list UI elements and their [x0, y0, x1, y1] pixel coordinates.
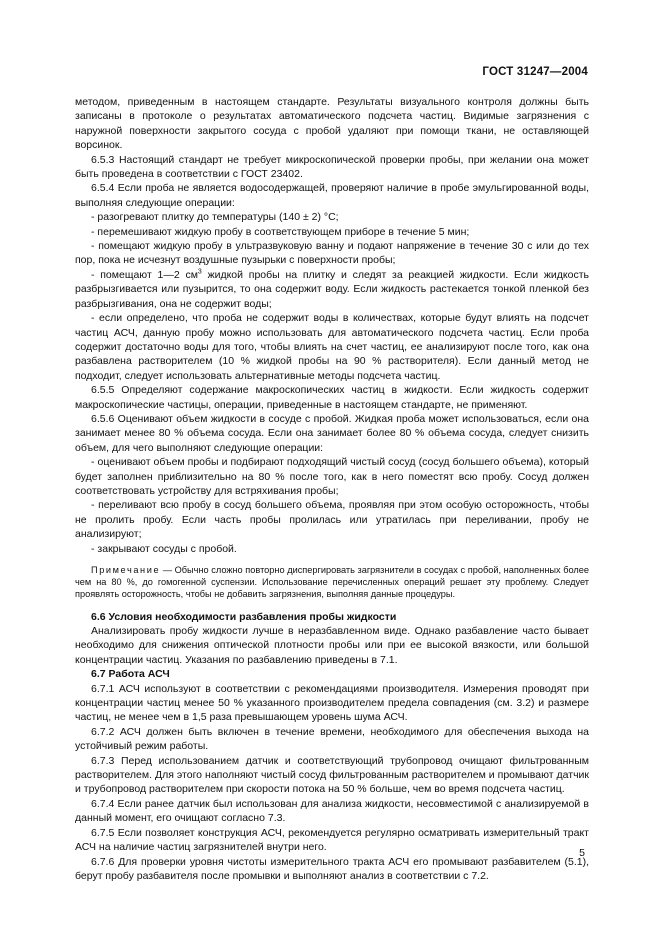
- paragraph-6-7-1: 6.7.1 АСЧ используют в соответствии с рекомендациями производителя. Измерения проводят при концентрации частиц менее 50 % указанного производителем предела совпадения (см. 3.2) и размере частиц, не менее чем в 1,5 раза превышающем уровень шума АСЧ.: [75, 682, 589, 724]
- document-body: [75, 95, 589, 883]
- list-item-place-sample: [75, 268, 589, 311]
- document-code-header: ГОСТ 31247—2004: [482, 66, 588, 78]
- paragraph-6-5-5: 6.5.5 Определяют содержание макроскопических частиц в жидкости. Если жидкость содержит макроскопические частицы, операции, приведенные в настоящем стандарте, не применяют.: [75, 384, 589, 411]
- paragraph-6-5-3: 6.5.3 Настоящий стандарт не требует микроскопической проверки пробы, при желании она может быть проведена в соответствии с ГОСТ 23402.: [75, 153, 589, 181]
- paragraph-continuation: методом, приведенным в настоящем стандарте. Результаты визуального контроля должны быть записаны в протоколе о результатах автоматического подсчета частиц. Видимые загрязнения с наружной поверхности закрытого сосуда с пробой удаляют при помощи ткани, не оставляющей ворсинок.: [75, 96, 589, 152]
- section-6-6-heading: 6.6 Условия необходимости разбавления пробы жидкости: [91, 610, 397, 623]
- section-6-6-text: Анализировать пробу жидкости лучше в неразбавленном виде. Однако разбавление часто бывает необходимо для снижения оптической плотности пробы или при ее высокой вязкости, или большой концентрации частиц. Указания по разбавлению приведены в 7.1.: [75, 625, 589, 666]
- list-item-close-vessels: - закрывают сосуды с пробой.: [91, 542, 237, 555]
- list-item-estimate-volume: - оценивают объем пробы и подбирают подходящий чистый сосуд (сосуд большего объема), который будет заполнен приблизительно на 80 % после того, как в него поместят всю пробу. Сосуд должен соответствовать устройству для встряхивания пробы;: [75, 456, 589, 497]
- paragraph-6-7-5: 6.7.5 Если позволяет конструкция АСЧ, рекомендуется регулярно осматривать измерительный тракт АСЧ на наличие частиц загрязнителей внутри него.: [75, 826, 589, 854]
- paragraph-6-7-6: 6.7.6 Для проверки уровня чистоты измерительного тракта АСЧ его промывают разбавителем (5.1), берут пробу разбавителя после промывки и выполняют анализ в соответствии с 7.2.: [75, 855, 589, 882]
- note-label: Примечание: [91, 565, 161, 575]
- list-item-mix-sample: - перемешивают жидкую пробу в соответствующем приборе в течение 5 мин;: [91, 225, 470, 238]
- page-number: 5: [579, 847, 585, 859]
- list-item-pour-sample: - переливают всю пробу в сосуд большего объема, проявляя при этом особую осторожность, чтобы не пролить пробу. Если часть пробы пролилась или утратилась при переливании, пробу не анализируют;: [75, 499, 589, 541]
- paragraph-6-7-3: 6.7.3 Перед использованием датчик и соответствующий трубопровод очищают фильтрованным растворителем. Для этого наполняют чистый сосуд фильтрованным растворителем и промывают датчик и трубопровод растворителем при скорости потока на 50 % больше, чем во время подсчета частиц.: [75, 754, 589, 796]
- note-block: [75, 564, 589, 601]
- paragraph-6-5-6: 6.5.6 Оценивают объем жидкости в сосуде с пробой. Жидкая проба может использоваться, если она занимает менее 80 % объема сосуда. Если она занимает более 80 % объема сосуда, следует снизить объем, для чего выполняют следующие операции:: [75, 412, 589, 454]
- paragraph-6-7-4: 6.7.4 Если ранее датчик был использован для анализа жидкости, несовместимой с анализируемой в данный момент, его очищают согласно 7.3.: [75, 797, 589, 825]
- paragraph-6-5-4: 6.5.4 Если проба не является водосодержащей, проверяют наличие в пробе эмульгированной воды, выполняя следующие операции:: [75, 182, 589, 209]
- note-text: — Обычно сложно повторно диспергировать загрязнители в сосудах с пробой, наполненных более чем на 80 %, до гомогенной суспензии. Использование перечисленных операций решает эту проблему. Следует проявлять осторожность, чтобы не добавить загрязнения, выполняя данные процедуры.: [75, 565, 589, 600]
- list-item-heat-plate: - разогревают плитку до температуры (140 ± 2) °С;: [91, 211, 339, 224]
- text-fragment: - помещают 1—2 см: [91, 268, 198, 281]
- paragraph-6-7-2: 6.7.2 АСЧ должен быть включен в течение времени, необходимого для обеспечения выхода на устойчивый режим работы.: [75, 725, 589, 753]
- text-fragment: жидкой пробы на плитку и следят за реакцией жидкости. Если жидкость разбрызгивается или пузырится, то она содержит воду. Если жидкость растекается тонкой пленкой без разбрызгивания, она не содержит воды;: [75, 268, 589, 310]
- superscript-3: 3: [197, 268, 202, 276]
- section-6-7-heading: 6.7 Работа АСЧ: [91, 668, 170, 681]
- list-item-ultrasonic-bath: - помещают жидкую пробу в ультразвуковую ванну и подают напряжение в течение 30 с или до тех пор, пока не исчезнут воздушные пузырьки с поверхности пробы;: [75, 240, 589, 267]
- list-item-no-water: - если определено, что проба не содержит воды в количествах, которые будут влиять на подсчет частиц АСЧ, данную пробу можно использовать для автоматического подсчета частиц. Если проба содержит достаточно воды для того, чтобы влиять на счет частиц, ее анализируют после того, как она разбавлена растворителем (10 % жидкой пробы на 90 % растворителя). Если данный метод не подходит, следует использовать альтернативные методы подсчета частиц.: [75, 312, 589, 382]
